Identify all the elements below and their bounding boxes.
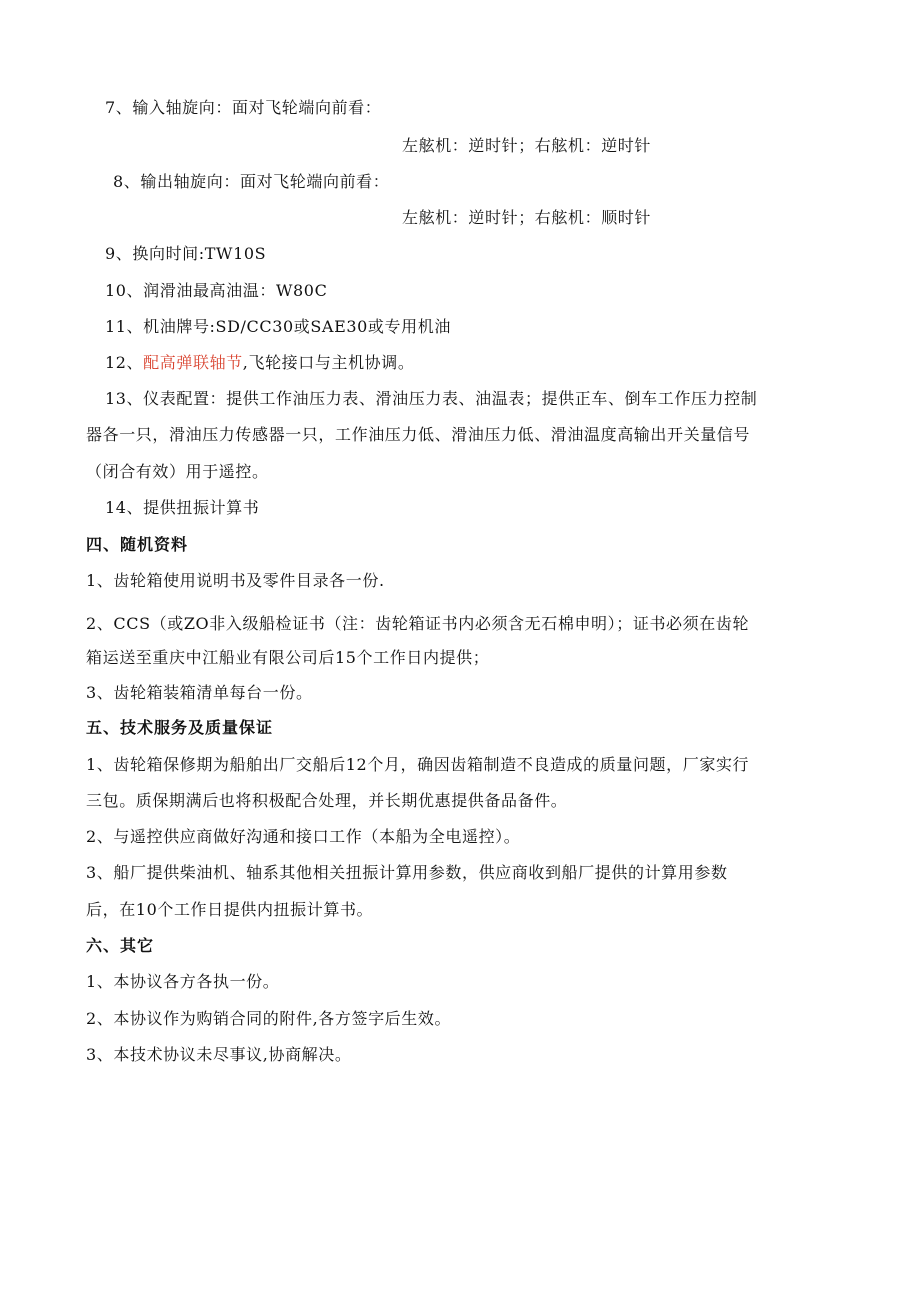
item-7-label: 7、输入轴旋向：面对飞轮端向前看： bbox=[105, 98, 382, 117]
section-5-item-1-line-2: 三包。质保期满后也将积极配合处理，并长期优惠提供备品备件。 bbox=[86, 791, 568, 810]
item-12-rest: ,飞轮接口与主机协调。 bbox=[242, 353, 415, 372]
section-6-item-3: 3、本技术协议未尽事议,协商解决。 bbox=[86, 1045, 352, 1064]
item-13-line-1: 13、仪表配置：提供工作油压力表、滑油压力表、油温表；提供正车、倒车工作压力控制 bbox=[105, 389, 758, 408]
section-4-item-2-line-1: 2、CCS（或ZO非入级船检证书（注：齿轮箱证书内必须含无石棉申明）；证书必须在齿轮 bbox=[86, 614, 750, 633]
item-14: 14、提供扭振计算书 bbox=[105, 498, 260, 517]
item-12 bbox=[105, 352, 414, 374]
item-9: 9、换向时间:TW10S bbox=[105, 244, 267, 263]
section-6-item-1: 1、本协议各方各执一份。 bbox=[86, 972, 280, 991]
section-5-heading: 五、技术服务及质量保证 bbox=[86, 718, 274, 737]
section-5-item-1-line-1: 1、齿轮箱保修期为船舶出厂交船后12个月，确因齿箱制造不良造成的质量问题，厂家实行 bbox=[86, 755, 750, 774]
item-8-value: 左舷机：逆时针；右舷机：顺时针 bbox=[402, 208, 652, 227]
item-13-line-2: 器各一只，滑油压力传感器一只，工作油压力低、滑油压力低、滑油温度高输出开关量信号 bbox=[86, 425, 751, 444]
section-4-heading: 四、随机资料 bbox=[86, 535, 189, 554]
section-6-heading: 六、其它 bbox=[86, 936, 155, 955]
section-4-item-1: 1、齿轮箱使用说明书及零件目录各一份. bbox=[86, 571, 385, 590]
section-5-item-2: 2、与遥控供应商做好沟通和接口工作（本船为全电遥控）。 bbox=[86, 827, 521, 846]
item-7-value: 左舷机：逆时针；右舷机：逆时针 bbox=[402, 136, 652, 155]
section-6-item-2: 2、本协议作为购销合同的附件,各方签字后生效。 bbox=[86, 1009, 452, 1028]
section-5-item-3-line-2: 后，在10个工作日提供内扭振计算书。 bbox=[86, 900, 374, 919]
item-10: 10、润滑油最高油温：W80C bbox=[105, 281, 328, 300]
item-12-highlight: 配高弹联轴节 bbox=[143, 353, 243, 372]
item-12-prefix: 12、 bbox=[105, 353, 144, 372]
section-4-item-3: 3、齿轮箱装箱清单每台一份。 bbox=[86, 683, 313, 702]
item-13-line-3: （闭合有效）用于遥控。 bbox=[86, 462, 269, 481]
item-8-label: 8、输出轴旋向：面对飞轮端向前看： bbox=[113, 172, 390, 191]
section-5-item-3-line-1: 3、船厂提供柴油机、轴系其他相关扭振计算用参数，供应商收到船厂提供的计算用参数 bbox=[86, 863, 728, 882]
section-4-item-2-line-2: 箱运送至重庆中江船业有限公司后15个工作日内提供； bbox=[86, 648, 490, 667]
item-11: 11、机油牌号:SD/CC30或SAE30或专用机油 bbox=[105, 317, 451, 336]
